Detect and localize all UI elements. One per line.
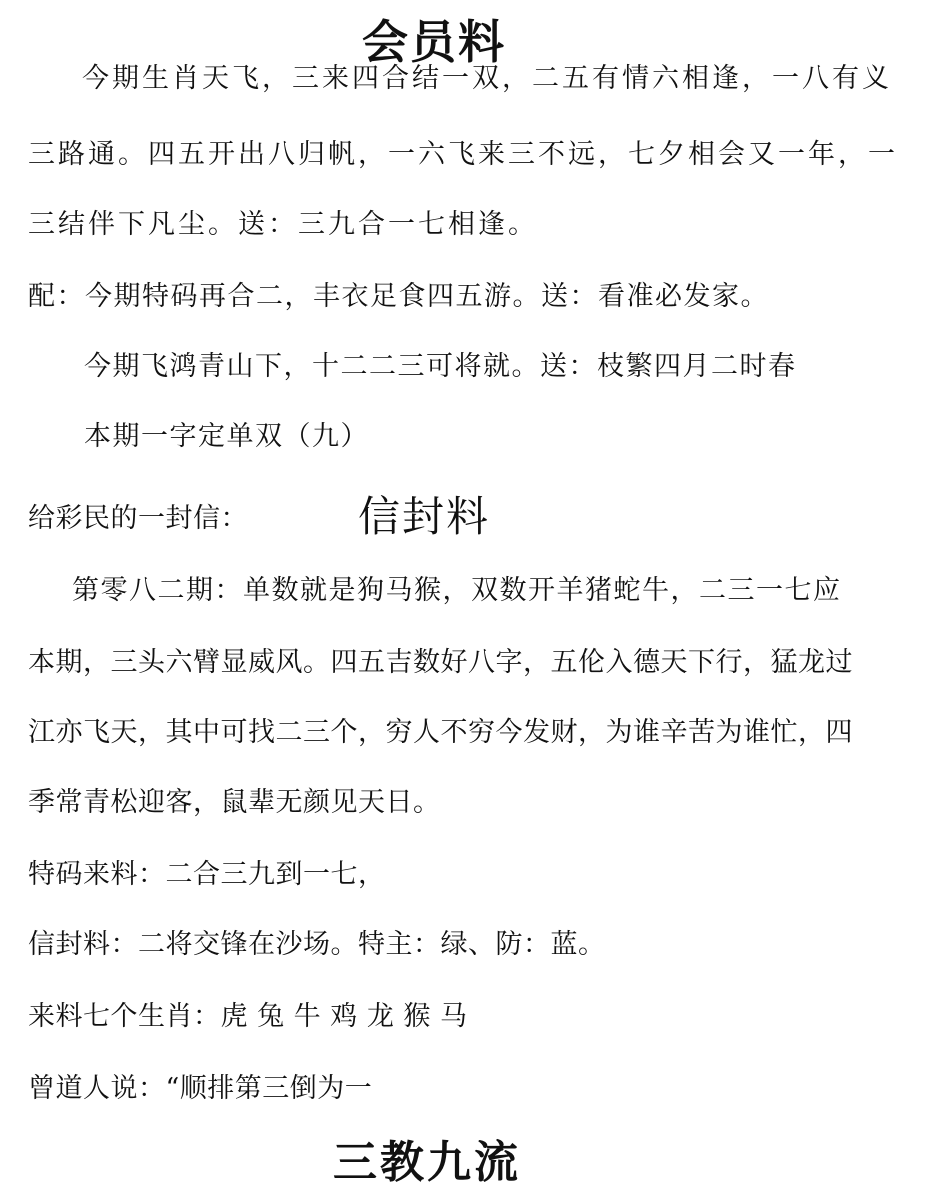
envelope-note: 信封料：二将交锋在沙场。特主：绿、防：蓝。 (28, 929, 606, 960)
pei-line: 配：今期特码再合二，丰衣足食四五游。送：看准必发家。 (28, 281, 769, 312)
member-line-2: 三路通。四五开出八归帆，一六飞来三不远，七夕相会又一年，一 (28, 139, 898, 170)
verse-line: 今期飞鸿青山下，十二二三可将就。送：枝繁四月二时春 (84, 351, 797, 382)
tema-line: 特码来料：二合三九到一七， (28, 859, 386, 890)
seven-zodiac-line: 来料七个生肖：虎 兔 牛 鸡 龙 猴 马 (28, 1001, 468, 1032)
sanjiao-title: 三教九流 (333, 1137, 521, 1188)
envelope-line-2: 本期，三头六臂显威风。四五吉数好八字，五伦入德天下行，猛龙过 (28, 647, 853, 678)
single-double-line: 本期一字定单双（九） (84, 421, 369, 452)
daoist-line: 曾道人说：“顺排第三倒为一 (28, 1073, 373, 1104)
envelope-line-4: 季常青松迎客，鼠辈无颜见天日。 (28, 787, 441, 818)
envelope-line-1: 第零八二期：单数就是狗马猴，双数开羊猪蛇牛，二三一七应 (72, 575, 842, 606)
member-line-1: 今期生肖天飞，三来四合结一双，二五有情六相逢，一八有义 (82, 63, 892, 94)
letter-label: 给彩民的一封信： (28, 503, 248, 534)
envelope-line-3: 江亦飞天，其中可找二三个，穷人不穷今发财，为谁辛苦为谁忙，四 (28, 717, 853, 748)
member-title: 会员料 (362, 15, 506, 69)
envelope-title: 信封料 (358, 492, 491, 541)
member-line-3: 三结伴下凡尘。送：三九合一七相逢。 (28, 209, 538, 240)
